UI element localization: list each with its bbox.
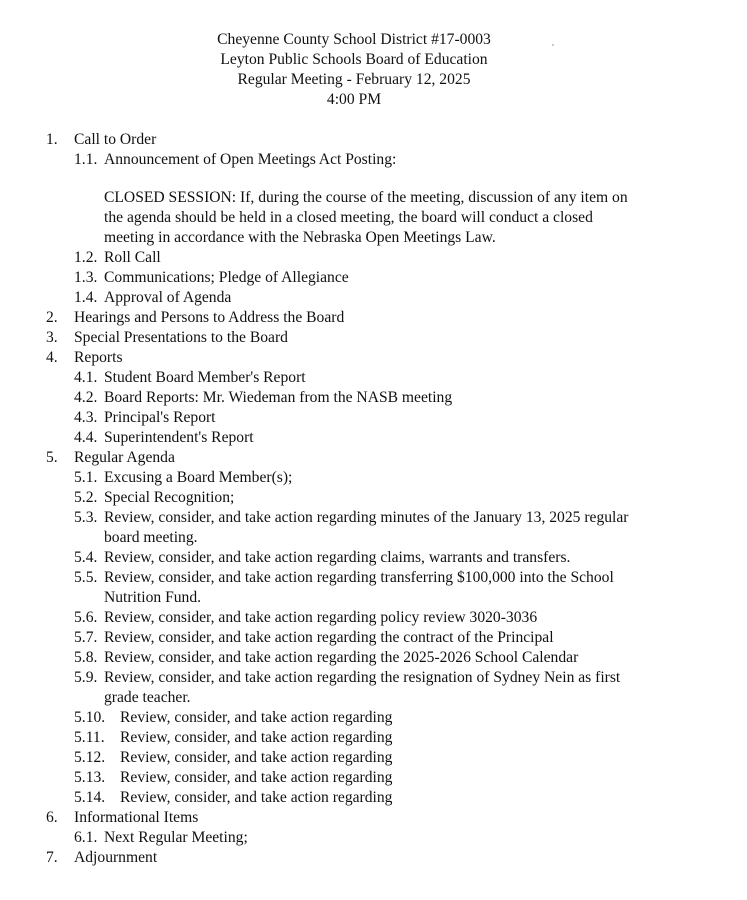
- subitem-text: Review, consider, and take action regarding minutes of the January 13, 2025 regular: [104, 509, 629, 526]
- subitem-number: 5.9.: [74, 669, 98, 686]
- agenda-subitem: [0, 368, 747, 388]
- agenda-subitem: [0, 628, 747, 648]
- subitem-continuation-text: Nutrition Fund.: [104, 589, 202, 606]
- subitem-text: Review, consider, and take action regarding transferring $100,000 into the School: [104, 569, 614, 586]
- scan-speck: [552, 44, 554, 46]
- agenda-subitem: [0, 388, 747, 408]
- agenda-subitem: [0, 508, 747, 528]
- subitem-number: 5.6.: [74, 609, 98, 626]
- subitem-text: Review, consider, and take action regarding the contract of the Principal: [104, 629, 554, 646]
- subitem-continuation-text: grade teacher.: [104, 689, 191, 706]
- subitem-number: 5.3.: [74, 509, 98, 526]
- agenda-subitem: [0, 548, 747, 568]
- subitem-number: 5.12.: [74, 749, 106, 766]
- agenda-subitem-continuation: [0, 588, 747, 608]
- item-text: Call to Order: [74, 131, 157, 148]
- item-number: 6.: [46, 809, 58, 826]
- subitem-number: 5.13.: [74, 769, 106, 786]
- agenda-subitem: [0, 428, 747, 448]
- agenda-subitem: [0, 828, 747, 848]
- agenda-subitem: [0, 648, 747, 668]
- subitem-text: Review, consider, and take action regarding: [120, 729, 393, 746]
- subitem-text: Review, consider, and take action regarding the 2025-2026 School Calendar: [104, 649, 579, 666]
- board-name: Leyton Public Schools Board of Education: [220, 51, 488, 68]
- subitem-number: 5.8.: [74, 649, 98, 666]
- agenda-subitem: [0, 488, 747, 508]
- subitem-text: Student Board Member's Report: [104, 369, 306, 386]
- subitem-text: Special Recognition;: [104, 489, 235, 506]
- subitem-text: Excusing a Board Member(s);: [104, 469, 293, 486]
- agenda-subitem: [0, 708, 747, 728]
- agenda-subitem: [0, 768, 747, 788]
- closed-session-line: [104, 208, 704, 228]
- closed-session-text: the agenda should be held in a closed meeting, the board will conduct a closed: [104, 209, 593, 226]
- subitem-text: Next Regular Meeting;: [104, 829, 248, 846]
- subitem-text: Communications; Pledge of Allegiance: [104, 269, 349, 286]
- subitem-number: 4.1.: [74, 369, 98, 386]
- subitem-continuation-text: board meeting.: [104, 529, 198, 546]
- agenda-subitem: [0, 788, 747, 808]
- agenda-subitem-continuation: [0, 688, 747, 708]
- item-text: Regular Agenda: [74, 449, 175, 466]
- agenda-item: [0, 130, 747, 150]
- subitem-number: 5.2.: [74, 489, 98, 506]
- subitem-number: 6.1.: [74, 829, 98, 846]
- agenda-subitem: [0, 408, 747, 428]
- closed-session-text: meeting in accordance with the Nebraska Open Meetings Law.: [104, 229, 496, 246]
- agenda-subitem: [0, 268, 747, 288]
- subitem-number: 5.4.: [74, 549, 98, 566]
- agenda-item: [0, 328, 747, 348]
- agenda-item: [0, 808, 747, 828]
- subitem-number: 5.7.: [74, 629, 98, 646]
- subitem-number: 5.11.: [74, 729, 105, 746]
- subitem-number: 5.10.: [74, 709, 106, 726]
- subitem-text: Superintendent's Report: [104, 429, 254, 446]
- subitem-number: 5.14.: [74, 789, 106, 806]
- item-number: 5.: [46, 449, 58, 466]
- subitem-number: 5.1.: [74, 469, 98, 486]
- closed-session-paragraph: [104, 188, 704, 248]
- item-text: Adjournment: [74, 849, 158, 866]
- district-name: Cheyenne County School District #17-0003: [217, 31, 491, 48]
- agenda-subitem: [0, 748, 747, 768]
- closed-session-line: [104, 188, 704, 208]
- agenda-item: [0, 348, 747, 368]
- item-number: 3.: [46, 329, 58, 346]
- agenda-list: [0, 130, 747, 868]
- subitem-text: Review, consider, and take action regarding: [120, 789, 393, 806]
- subitem-text: Review, consider, and take action regarding policy review 3020-3036: [104, 609, 538, 626]
- item-number: 7.: [46, 849, 58, 866]
- item-text: Special Presentations to the Board: [74, 329, 288, 346]
- subitem-text: Review, consider, and take action regarding: [120, 769, 393, 786]
- subitem-text: Announcement of Open Meetings Act Posting:: [104, 151, 397, 168]
- subitem-number: 1.4.: [74, 289, 98, 306]
- subitem-text: Review, consider, and take action regarding claims, warrants and transfers.: [104, 549, 571, 566]
- subitem-number: 1.1.: [74, 151, 98, 168]
- item-text: Hearings and Persons to Address the Board: [74, 309, 345, 326]
- item-number: 2.: [46, 309, 58, 326]
- subitem-number: 4.4.: [74, 429, 98, 446]
- item-number: 4.: [46, 349, 58, 366]
- agenda-subitem: [0, 568, 747, 588]
- subitem-text: Approval of Agenda: [104, 289, 232, 306]
- subitem-number: 4.2.: [74, 389, 98, 406]
- subitem-number: 5.5.: [74, 569, 98, 586]
- item-text: Reports: [74, 349, 123, 366]
- agenda-subitem: [0, 608, 747, 628]
- meeting-time: 4:00 PM: [326, 91, 382, 108]
- agenda-item: [0, 308, 747, 328]
- closed-session-line: [104, 228, 704, 248]
- closed-session-text: CLOSED SESSION: If, during the course of the meeting, discussion of any item on: [104, 189, 628, 206]
- agenda-subitem: [0, 468, 747, 488]
- agenda-subitem: [0, 728, 747, 748]
- subitem-text: Principal's Report: [104, 409, 216, 426]
- meeting-title: Regular Meeting - February 12, 2025: [237, 71, 471, 88]
- agenda-subitem: [0, 150, 747, 170]
- subitem-text: Review, consider, and take action regarding the resignation of Sydney Nein as first: [104, 669, 621, 686]
- agenda-subitem: [0, 668, 747, 688]
- document-header: [0, 30, 708, 110]
- agenda-item: [0, 448, 747, 468]
- subitem-number: 4.3.: [74, 409, 98, 426]
- agenda-subitem-continuation: [0, 528, 747, 548]
- subitem-number: 1.2.: [74, 249, 98, 266]
- item-number: 1.: [46, 131, 58, 148]
- agenda-subitem: [0, 248, 747, 268]
- subitem-text: Review, consider, and take action regarding: [120, 709, 393, 726]
- subitem-number: 1.3.: [74, 269, 98, 286]
- subitem-text: Review, consider, and take action regarding: [120, 749, 393, 766]
- agenda-item: [0, 848, 747, 868]
- subitem-text: Roll Call: [104, 249, 161, 266]
- subitem-text: Board Reports: Mr. Wiedeman from the NASB meeting: [104, 389, 453, 406]
- item-text: Informational Items: [74, 809, 199, 826]
- spacer: [0, 170, 747, 188]
- agenda-subitem: [0, 288, 747, 308]
